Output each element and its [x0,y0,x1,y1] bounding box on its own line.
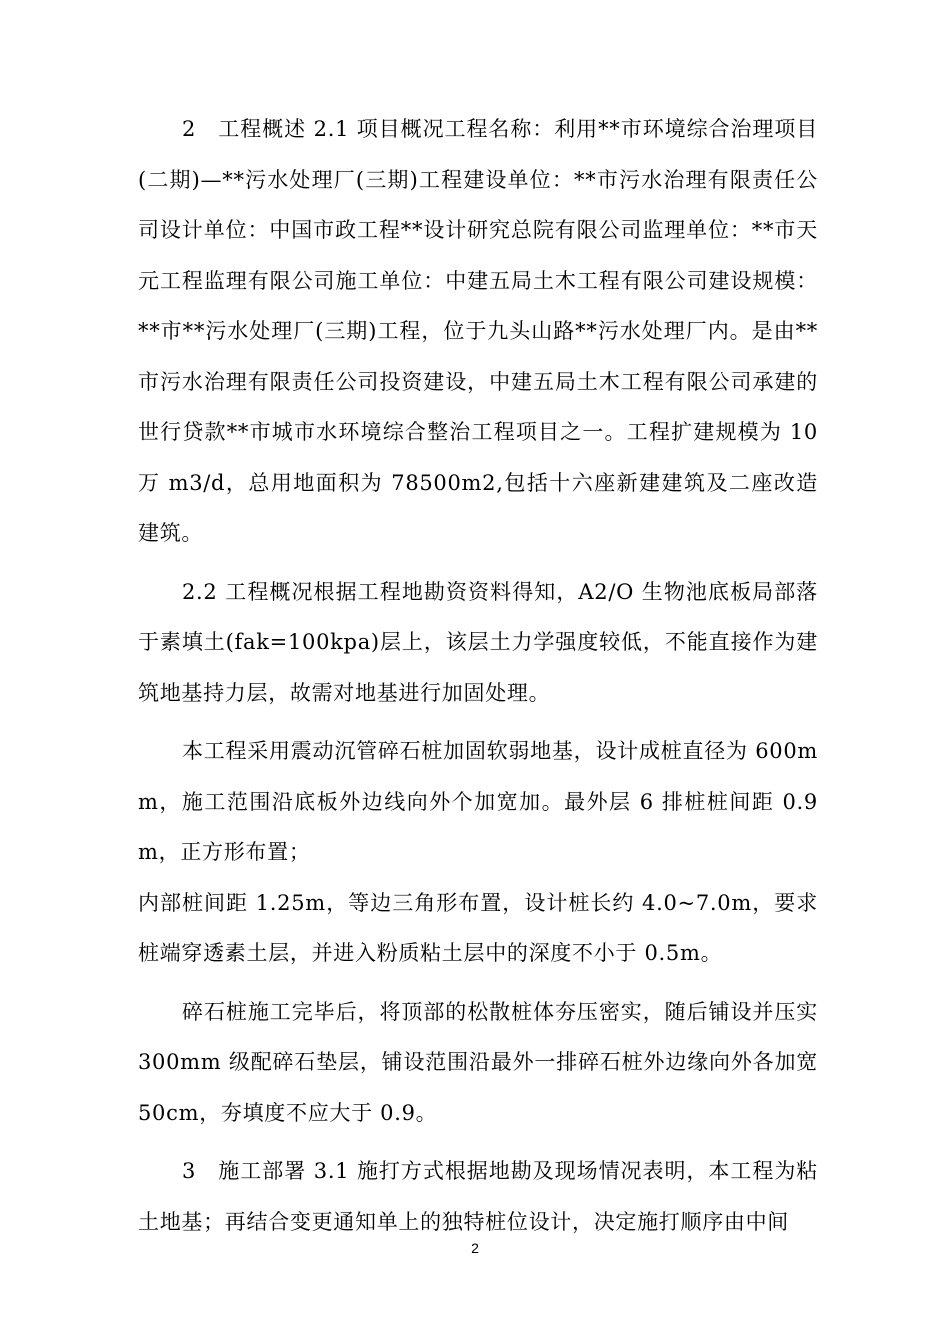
paragraph-cushion-layer: 碎石桩施工完毕后，将顶部的松散桩体夯压密实，随后铺设并压实 300mm 级配碎石垫层，铺设范围沿最外一排碎石桩外边缘向外各加宽 50cm，夯填度不应大于 0.9。 [138,999,818,1125]
paragraph-project-overview: 2 工程概述 2.1 项目概况工程名称：利用**市环境综合治理项目(二期)—**污水处理厂(三期)工程建设单位：**市污水治理有限责任公司设计单位：中国市政工程**设计研究总院有限公司监理单位：**市天元工程监理有限公司施工单位：中建五局土木工程有限公司建设规模：**市**污水处理厂(三期)工程，位于九头山路**污水处理厂内。是由**市污水治理有限责任公司投资建设，中建五局土木工程有限公司承建的世行贷款**市城市水环境综合整治工程项目之一。工程扩建规模为 10 万 m3/d，总用地面积为 78500m2,包括十六座新建建筑及二座改造建筑。 [138,117,818,545]
paragraph-inner-pile-spacing: 内部桩间距 1.25m，等边三角形布置，设计桩长约 4.0~7.0m，要求桩端穿透素土层，并进入粉质粘土层中的深度不小于 0.5m。 [138,890,818,965]
paragraph-gravel-pile-design: 本工程采用震动沉管碎石桩加固软弱地基，设计成桩直径为 600mm，施工范围沿底板外边线向外个加宽加。最外层 6 排桩桩间距 0.9m，正方形布置； [138,739,818,864]
document-body [138,104,818,1247]
page-number: 2 [471,1240,479,1256]
paragraph-engineering-conditions: 2.2 工程概况根据工程地勘资资料得知，A2/O 生物池底板局部落于素填土(fak=100kpa)层上，该层土力学强度较低，不能直接作为建筑地基持力层，故需对地基进行加固处理。 [138,579,818,705]
paragraph-construction-deployment: 3 施工部署 3.1 施打方式根据地勘及现场情况表明，本工程为粘土地基；再结合变更通知单上的独特桩位设计，决定施打顺序由中间 [138,1159,818,1234]
